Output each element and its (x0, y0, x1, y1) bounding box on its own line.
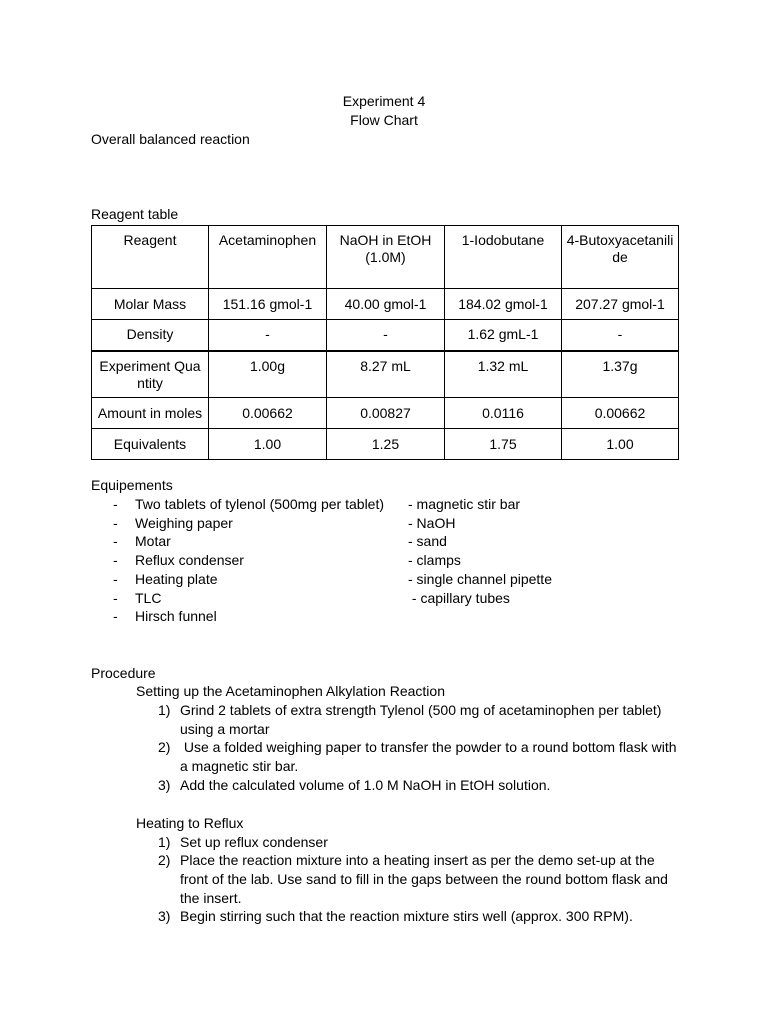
row-label: Amount in moles (92, 398, 209, 429)
table-cell: 207.27 gmol-1 (562, 289, 679, 320)
step-number: 3) (158, 776, 171, 793)
equipment-item: - capillary tubes (408, 589, 510, 606)
section-heading: Setting up the Acetaminophen Alkylation Reaction (136, 683, 445, 699)
table-row (92, 289, 679, 320)
equipment-item: Hirsch funnel (135, 608, 217, 625)
list-item (113, 589, 573, 607)
bullet-dash: - (113, 608, 118, 625)
equipment-item: Two tablets of tylenol (500mg per tablet) (135, 496, 385, 512)
step-text: using a mortar (180, 720, 270, 737)
list-item (113, 495, 573, 513)
equipment-item: - clamps (408, 552, 461, 569)
reagent-table-label: Reagent table (91, 206, 179, 222)
bullet-dash: - (113, 552, 118, 569)
step-text: Begin stirring such that the reaction mixture stirs well (approx. 300 RPM). (180, 908, 633, 925)
table-cell: - (562, 320, 679, 351)
bullet-dash: - (113, 533, 118, 550)
equipment-item: - single channel pipette (408, 570, 552, 587)
table-cell: 184.02 gmol-1 (445, 289, 562, 320)
table-cell: 0.00662 (209, 398, 327, 429)
overall-reaction-label: Overall balanced reaction (91, 131, 250, 147)
table-cell: 1.32 mL (445, 351, 562, 398)
equipment-item: - NaOH (408, 514, 456, 531)
table-header-row (92, 226, 679, 289)
row-label: Experiment Quantity (92, 351, 209, 398)
list-item (113, 514, 573, 532)
table-cell: - (327, 320, 445, 351)
step-number: 2) (158, 739, 171, 756)
table-header-cell: NaOH in EtOH (1.0M) (327, 226, 445, 289)
step-text: the insert. (180, 889, 242, 906)
equipment-label: Equipements (91, 477, 173, 493)
table-cell: 1.62 gmL-1 (445, 320, 562, 351)
list-item (113, 551, 573, 569)
table-cell: 1.00 (562, 429, 679, 460)
row-label: Molar Mass (92, 289, 209, 320)
list-item (113, 570, 573, 588)
bullet-dash: - (113, 496, 118, 512)
table-cell: 1.25 (327, 429, 445, 460)
step-text: a magnetic stir bar. (180, 758, 299, 775)
table-cell: 1.37g (562, 351, 679, 398)
table-cell: 151.16 gmol-1 (209, 289, 327, 320)
table-header-cell: 1-Iodobutane (445, 226, 562, 289)
table-row (92, 429, 679, 460)
page-title: Experiment 4 (342, 93, 426, 109)
reagent-table (91, 225, 679, 460)
step-text: Use a folded weighing paper to transfer the powder to a round bottom flask with (180, 739, 677, 756)
list-item (113, 607, 573, 625)
procedure-label: Procedure (91, 665, 156, 681)
table-row (92, 351, 679, 398)
table-header-cell: Reagent (92, 226, 209, 289)
step-number: 1) (158, 702, 171, 718)
row-label: Density (92, 320, 209, 351)
list-item (113, 532, 573, 550)
table-row (92, 320, 679, 351)
step-number: 3) (158, 908, 171, 925)
table-row (92, 398, 679, 429)
equipment-item: Heating plate (135, 570, 218, 587)
equipment-item: TLC (135, 589, 162, 606)
row-label: Equivalents (92, 429, 209, 460)
table-cell: 1.00g (209, 351, 327, 398)
table-cell: 0.0116 (445, 398, 562, 429)
step-number: 1) (158, 833, 171, 850)
bullet-dash: - (113, 514, 118, 531)
table-header-cell: Acetaminophen (209, 226, 327, 289)
step-text: Grind 2 tablets of extra strength Tylenol (500 mg of acetaminophen per tablet) (180, 702, 662, 718)
step-number: 2) (158, 852, 171, 869)
equipment-item: Weighing paper (135, 514, 233, 531)
table-cell: 1.75 (445, 429, 562, 460)
step-text: Add the calculated volume of 1.0 M NaOH in EtOH solution. (180, 776, 551, 793)
section-heading: Heating to Reflux (136, 815, 244, 831)
table-cell: 0.00662 (562, 398, 679, 429)
table-cell: 0.00827 (327, 398, 445, 429)
step-text: Place the reaction mixture into a heating insert as per the demo set-up at the (180, 852, 655, 869)
table-header-cell: 4-Butoxyacetanilide (562, 226, 679, 289)
step-text: front of the lab. Use sand to fill in the gaps between the round bottom flask and (180, 870, 668, 887)
bullet-dash: - (113, 570, 118, 587)
equipment-item: Reflux condenser (135, 552, 244, 569)
table-cell: 40.00 gmol-1 (327, 289, 445, 320)
equipment-item: Motar (135, 533, 171, 550)
table-cell: - (209, 320, 327, 351)
page-subtitle: Flow Chart (350, 112, 418, 128)
step-text: Set up reflux condenser (180, 833, 328, 850)
table-cell: 8.27 mL (327, 351, 445, 398)
equipment-item: - magnetic stir bar (408, 496, 521, 512)
equipment-item: - sand (408, 533, 447, 550)
bullet-dash: - (113, 589, 118, 606)
table-cell: 1.00 (209, 429, 327, 460)
